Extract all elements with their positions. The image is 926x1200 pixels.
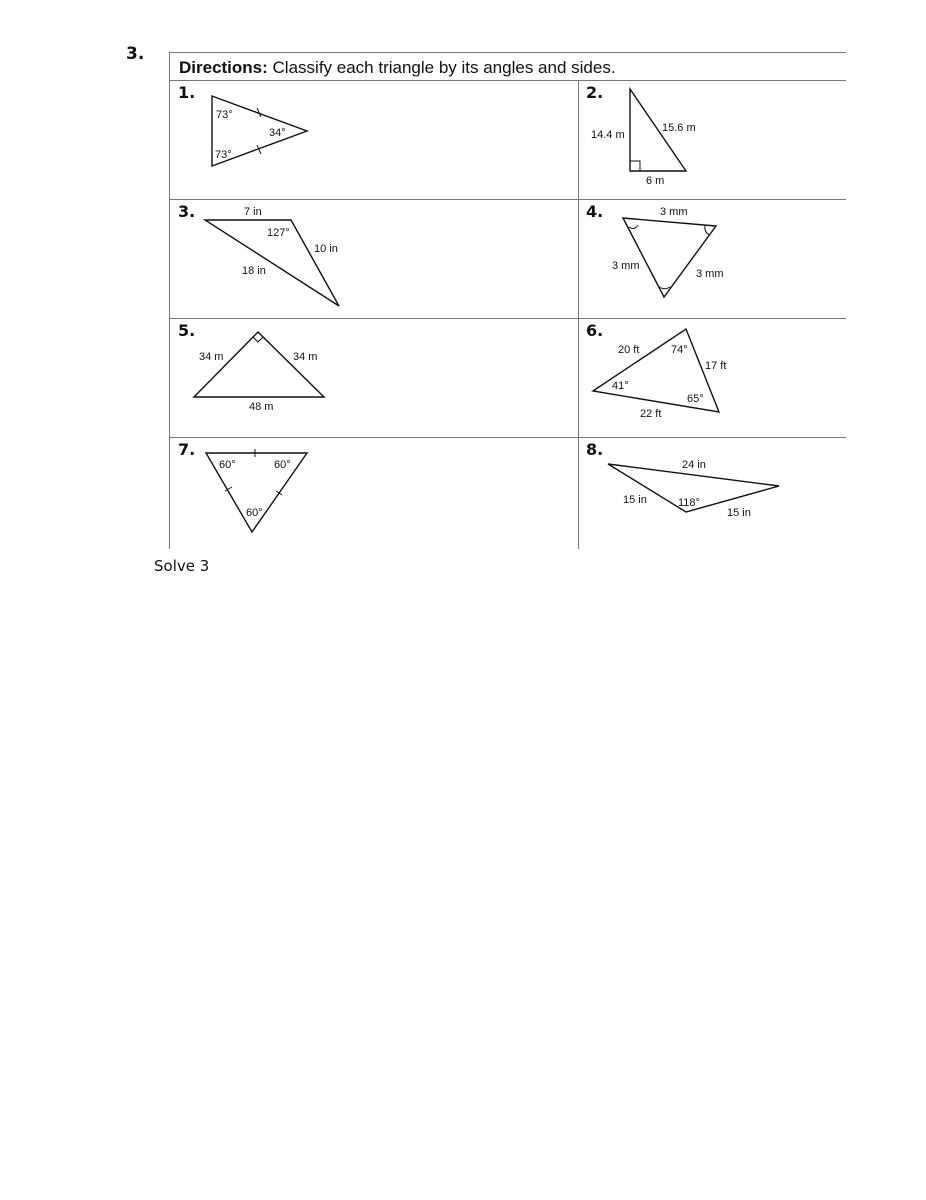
side-label: 3 mm: [696, 268, 724, 280]
triangle-7: [170, 438, 578, 549]
problem-number: 5.: [178, 321, 196, 340]
angle-label: 65°: [687, 393, 704, 405]
angle-label: 127°: [267, 227, 290, 239]
side-label: 34 m: [293, 351, 318, 363]
side-label: 14.4 m: [591, 129, 625, 141]
side-label: 15.6 m: [662, 122, 696, 134]
angle-label: 41°: [612, 380, 629, 392]
angle-label: 60°: [219, 459, 236, 471]
problem-number: 7.: [178, 440, 196, 459]
side-label: 10 in: [314, 243, 338, 255]
problem-number: 8.: [586, 440, 604, 459]
triangle-1: [170, 81, 578, 199]
question-number: 3.: [126, 44, 145, 64]
triangle-4: [578, 200, 846, 318]
angle-label: 60°: [246, 507, 263, 519]
problem-number: 6.: [586, 321, 604, 340]
angle-label: 118°: [678, 497, 700, 509]
directions: [170, 53, 846, 81]
side-label: 17 ft: [705, 360, 727, 372]
side-label: 3 mm: [612, 260, 640, 272]
angle-label: 73°: [216, 109, 233, 121]
triangle-6: [578, 319, 846, 437]
side-label: 22 ft: [640, 408, 662, 420]
side-label: 15 in: [727, 507, 751, 519]
angle-label: 73°: [215, 149, 232, 161]
side-label: 15 in: [623, 494, 647, 506]
triangle-8: [578, 438, 846, 549]
problem-number: 4.: [586, 202, 604, 221]
side-label: 7 in: [244, 206, 262, 218]
problem-number: 2.: [586, 83, 604, 102]
side-label: 3 mm: [660, 206, 688, 218]
angle-label: 74°: [671, 344, 688, 356]
side-label: 24 in: [682, 459, 706, 471]
angle-label: 34°: [269, 127, 286, 139]
triangle-3: [170, 200, 578, 318]
side-label: 48 m: [249, 401, 274, 413]
side-label: 6 m: [646, 175, 665, 187]
directions-label: Directions:: [179, 58, 268, 77]
side-label: 34 m: [199, 351, 224, 363]
triangle-2: [578, 81, 846, 199]
worksheet-table: [169, 52, 846, 549]
problem-number: 1.: [178, 83, 196, 102]
angle-label: 60°: [274, 459, 291, 471]
triangle-5: [170, 319, 578, 437]
prompt-text: Solve 3: [154, 557, 210, 575]
side-label: 18 in: [242, 265, 266, 277]
problem-number: 3.: [178, 202, 196, 221]
side-label: 20 ft: [618, 344, 640, 356]
directions-text: Classify each triangle by its angles and sides.: [272, 58, 616, 77]
